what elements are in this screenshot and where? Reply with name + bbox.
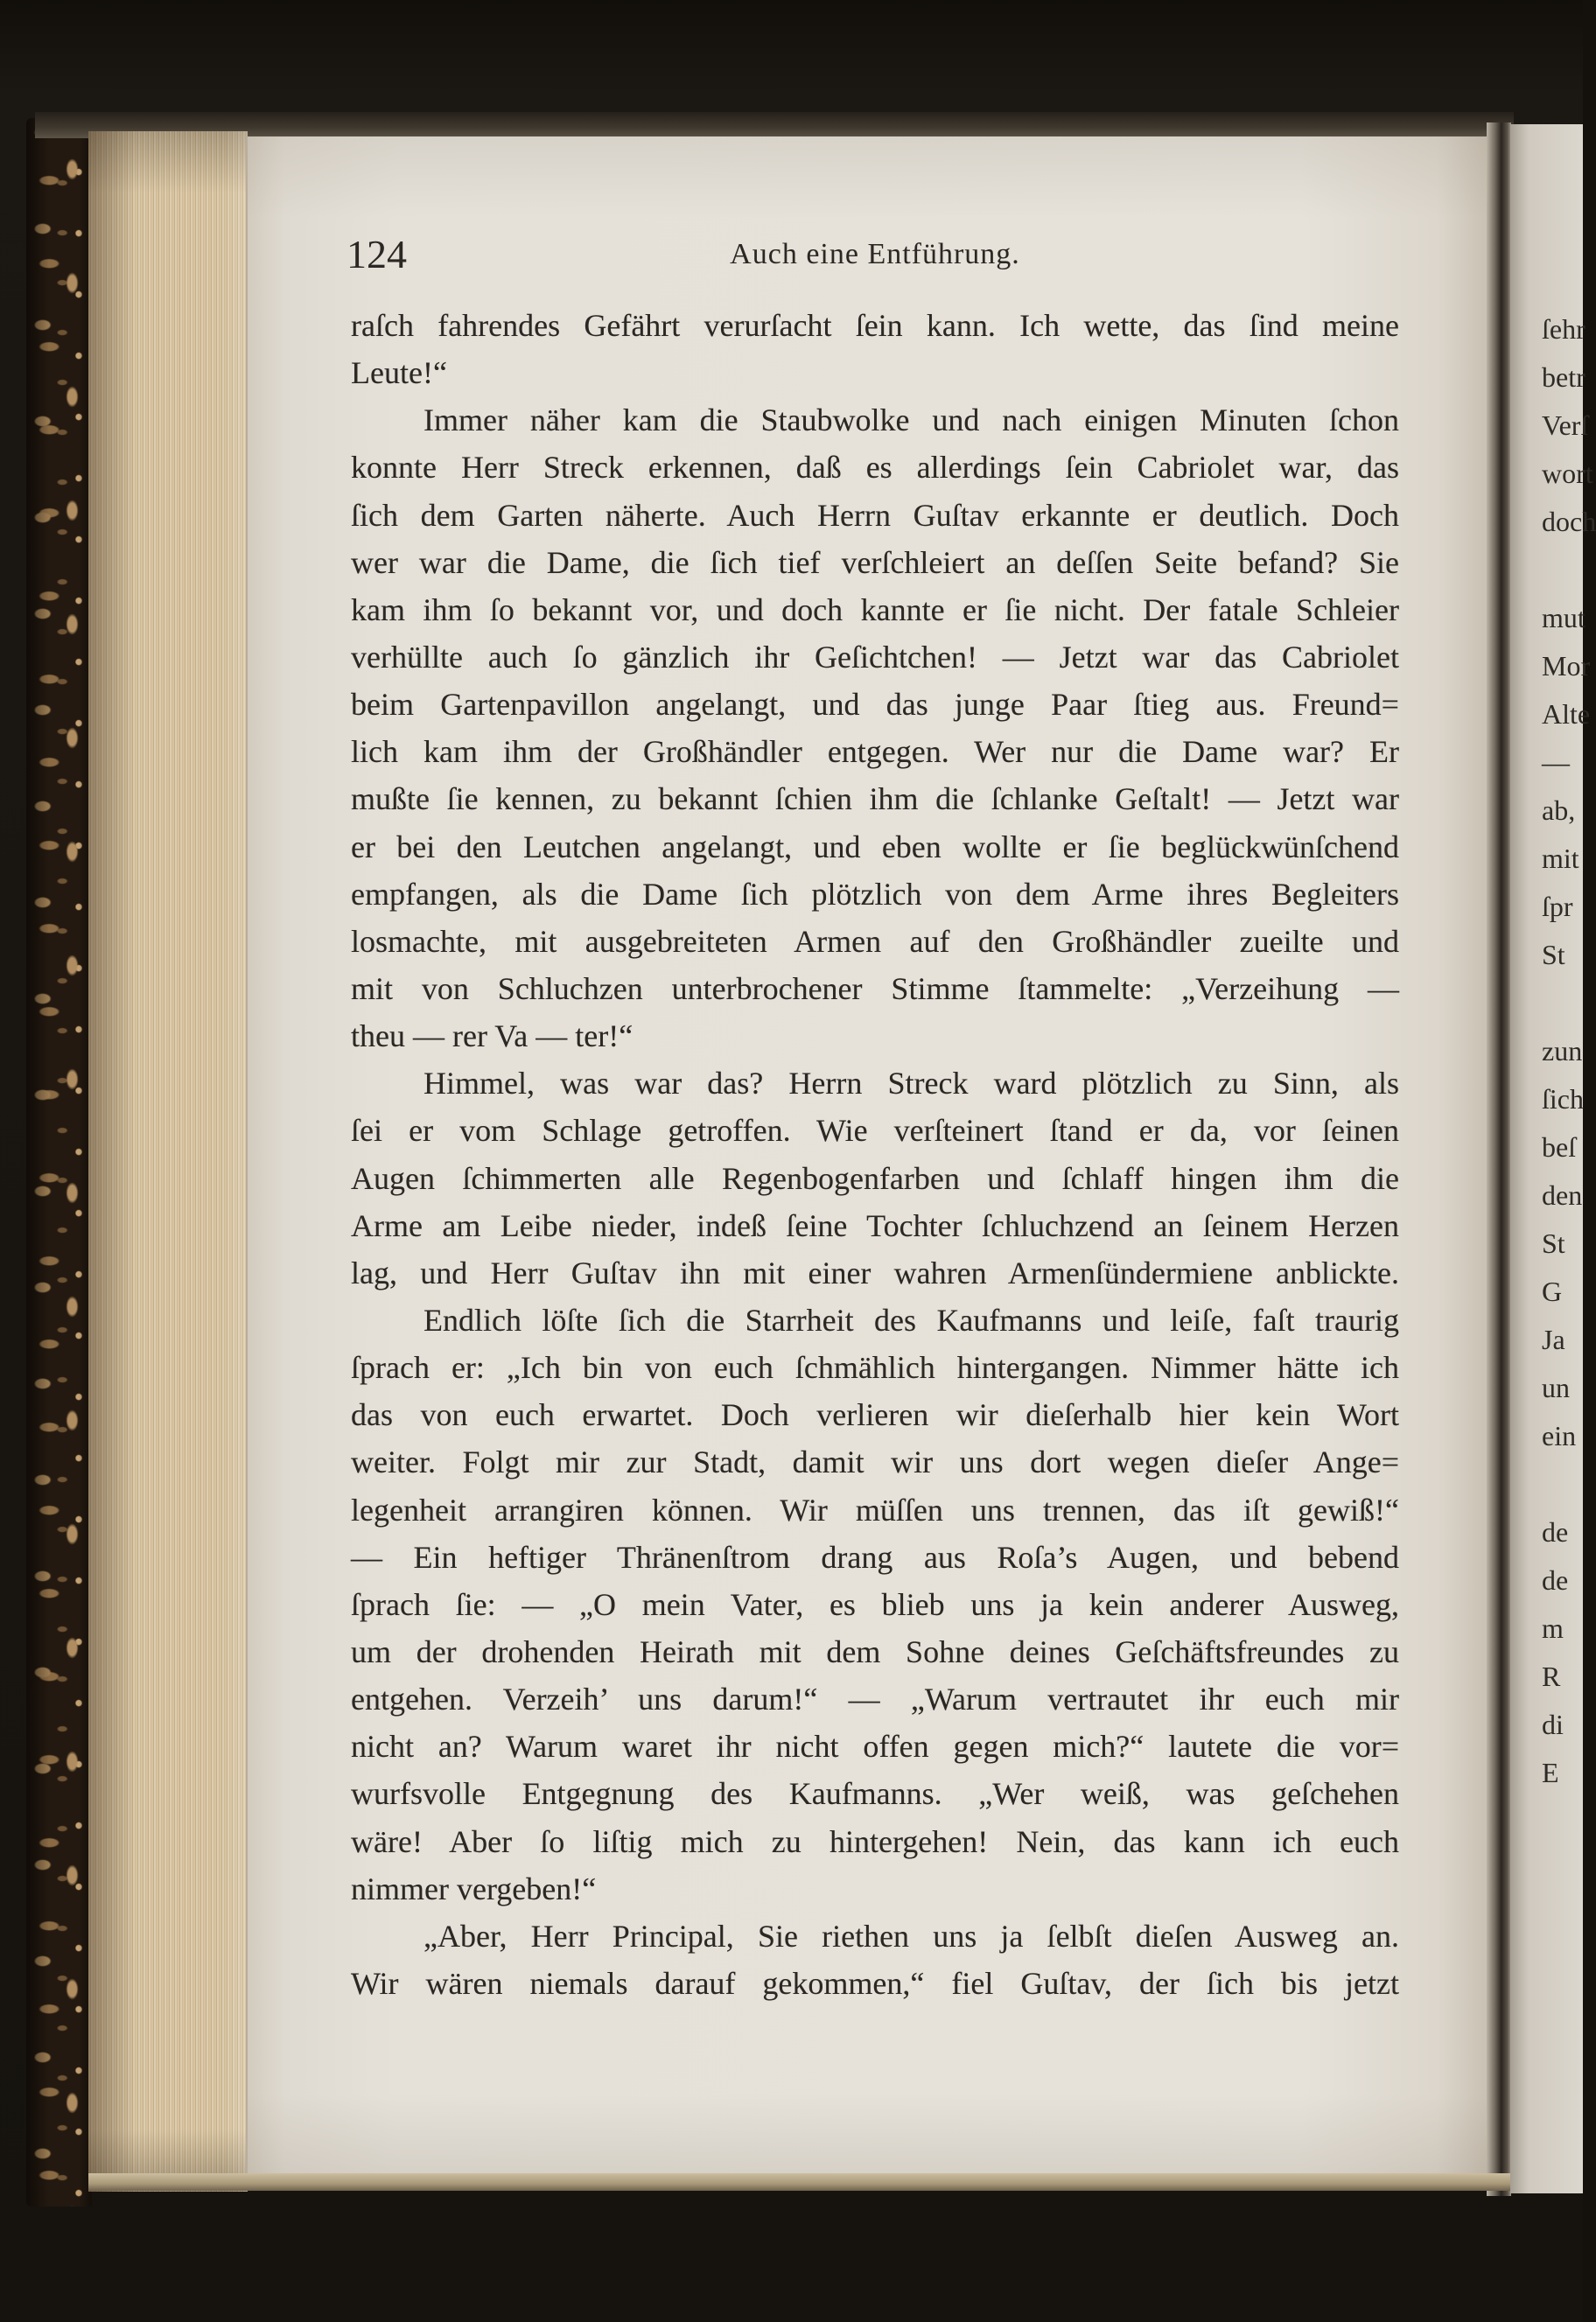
paragraph (351, 396, 1399, 1060)
right-page-line-fragment: St (1542, 939, 1565, 970)
text-line: wäre! Aber ſo liſtig mich zu hintergehen! Nein, das kann ich euch (351, 1823, 1399, 1859)
paragraph (351, 1060, 1399, 1297)
text-line: nimmer vergeben!“ (351, 1871, 597, 1906)
right-page-line-fragment: Ja (1542, 1324, 1565, 1355)
text-line: ſprach er: „Ich bin von euch ſchmählich hintergangen. Nimmer hätte ich (351, 1350, 1399, 1386)
right-page-line-fragment: ab, (1542, 794, 1576, 826)
text-line: losmachte, mit ausgebreiteten Armen auf den Großhändler zueilte und (351, 923, 1399, 959)
right-page-line-fragment: ſehr (1542, 313, 1586, 345)
right-page-partial (1510, 124, 1596, 2193)
right-page-line-fragment: beſ (1542, 1131, 1577, 1163)
right-page-line-fragment: betr (1542, 361, 1586, 393)
right-page-line-fragment: m (1542, 1612, 1564, 1644)
paragraph (351, 1297, 1399, 1913)
text-line: kam ihm ſo bekannt vor, und doch kannte er ſie nicht. Der fatale Schleier (351, 591, 1399, 627)
text-line: wurfsvolle Entgegnung des Kaufmanns. „Wer weiß, was geſchehen (351, 1776, 1399, 1812)
text-line: legenheit arrangiren können. Wir müſſen uns trennen, das iſt gewiß!“ (351, 1492, 1399, 1528)
paragraph (351, 302, 1399, 396)
text-line: lich kam ihm der Großhändler entgegen. Wer nur die Dame war? Er (351, 734, 1399, 770)
text-line: ſprach ſie: — „O mein Vater, es blieb uns ja kein anderer Ausweg, (351, 1586, 1399, 1622)
text-line: „Aber, Herr Principal, Sie riethen uns ja ſelbſt dieſen Ausweg an. (424, 1918, 1399, 1954)
right-page-line-fragment: — (1542, 746, 1570, 778)
right-page-line-fragment: Mor (1542, 650, 1591, 682)
right-page-line-fragment: di (1542, 1709, 1564, 1740)
text-line: Augen ſchimmerten alle Regenbogenfarben und ſchlaff hingen ihm die (351, 1160, 1399, 1196)
page-gutter (1487, 122, 1511, 2196)
right-page-line-fragment: den (1542, 1179, 1583, 1211)
text-line: mußte ſie kennen, zu bekannt ſchien ihm die ſchlanke Geſtalt! — Jetzt war (351, 781, 1399, 817)
text-line: das von euch erwartet. Doch verlieren wir dieſerhalb hier kein Wort (351, 1397, 1399, 1433)
text-line: entgehen. Verzeih’ uns darum!“ — „Warum vertrautet ihr euch mir (351, 1682, 1399, 1717)
left-page (246, 136, 1487, 2175)
right-page-line-fragment: ſpr (1542, 891, 1573, 922)
text-line: theu — rer Va — ter!“ (351, 1018, 634, 1054)
text-line: — Ein heftiger Thränenſtrom drang aus Roſa’s Augen, und bebend (351, 1539, 1399, 1575)
text-line: wer war die Dame, die ſich tief verſchleiert an deſſen Seite befand? Sie (351, 544, 1399, 580)
text-line: Arme am Leibe nieder, indeß ſeine Tochter ſchluchzend an ſeinem Herzen (351, 1207, 1399, 1243)
right-page-line-fragment: ein (1542, 1420, 1577, 1451)
right-page-line-fragment: zun (1542, 1035, 1583, 1067)
text-line: ſich dem Garten näherte. Auch Herrn Guſtav erkannte er deutlich. Doch (351, 497, 1399, 533)
text-line: empfangen, als die Dame ſich plötzlich von dem Arme ihres Begleiters (351, 876, 1399, 912)
book-top-edge (35, 112, 1514, 138)
text-line: lag, und Herr Guſtav ihn mit einer wahren Armenſündermiene anblickte. (351, 1255, 1399, 1290)
right-page-line-fragment: ſich (1542, 1083, 1584, 1115)
text-line: verhüllte auch ſo gänzlich ihr Geſichtchen! — Jetzt war das Cabriolet (351, 639, 1399, 675)
text-line: Wir wären niemals darauf gekommen,“ fiel Guſtav, der ſich bis jetzt (351, 1965, 1399, 2001)
text-line: Himmel, was war das? Herrn Streck ward plötzlich zu Sinn, als (424, 1066, 1399, 1102)
body-text (351, 302, 1399, 2007)
right-page-line-fragment: Alte (1542, 698, 1591, 730)
right-page-line-fragment: G (1542, 1276, 1563, 1307)
right-page-line-fragment: de (1542, 1516, 1569, 1548)
book-cover-marbled (26, 118, 92, 2207)
text-line: weiter. Folgt mir zur Stadt, damit wir uns dort wegen dieſer Ange= (351, 1444, 1399, 1480)
text-line: mit von Schluchzen unterbrochener Stimme ſtammelte: „Verzeihung — (351, 970, 1399, 1006)
text-line: Endlich löſte ſich die Starrheit des Kaufmanns und leiſe, faſt traurig (424, 1302, 1399, 1338)
text-line: beim Gartenpavillon angelangt, und das junge Paar ſtieg aus. Freund= (351, 687, 1399, 723)
paragraph (351, 1913, 1399, 2007)
text-line: raſch fahrendes Gefährt verurſacht ſein kann. Ich wette, das ſind meine (351, 308, 1399, 343)
right-page-line-fragment: Verſ (1542, 409, 1589, 441)
page-block-edges (88, 131, 248, 2192)
text-line: ſei er vom Schlage getroffen. Wie verſteinert ſtand er da, vor ſeinen (351, 1113, 1399, 1149)
book-bottom-edge (88, 2173, 1510, 2191)
text-line: um der drohenden Heirath mit dem Sohne deines Geſchäftsfreundes zu (351, 1633, 1399, 1669)
text-line: er bei den Leutchen angelangt, und eben wollte er ſie beglückwünſchend (351, 829, 1399, 864)
right-page-line-fragment: mit (1542, 843, 1579, 874)
right-page-line-fragment: mut (1542, 602, 1586, 633)
running-title: Auch eine Entführung. (730, 238, 1020, 270)
right-page-line-fragment: de (1542, 1564, 1569, 1596)
right-page-line-fragment: St (1542, 1227, 1565, 1259)
right-page-line-fragment: un (1542, 1372, 1570, 1403)
text-line: konnte Herr Streck erkennen, daß es allerdings ſein Cabriolet war, das (351, 450, 1399, 486)
right-page-line-fragment: R (1542, 1661, 1561, 1692)
text-line: Immer näher kam die Staubwolke und nach einigen Minuten ſchon (424, 402, 1399, 438)
right-page-line-fragment: E (1542, 1757, 1559, 1788)
right-page-line-fragment: doch (1542, 506, 1596, 537)
text-line: Leute!“ (351, 355, 447, 391)
page-number: 124 (346, 232, 407, 276)
right-page-line-fragment: wort (1542, 458, 1593, 489)
text-line: nicht an? Warum waret ihr nicht offen gegen mich?“ lautete die vor= (351, 1729, 1399, 1765)
